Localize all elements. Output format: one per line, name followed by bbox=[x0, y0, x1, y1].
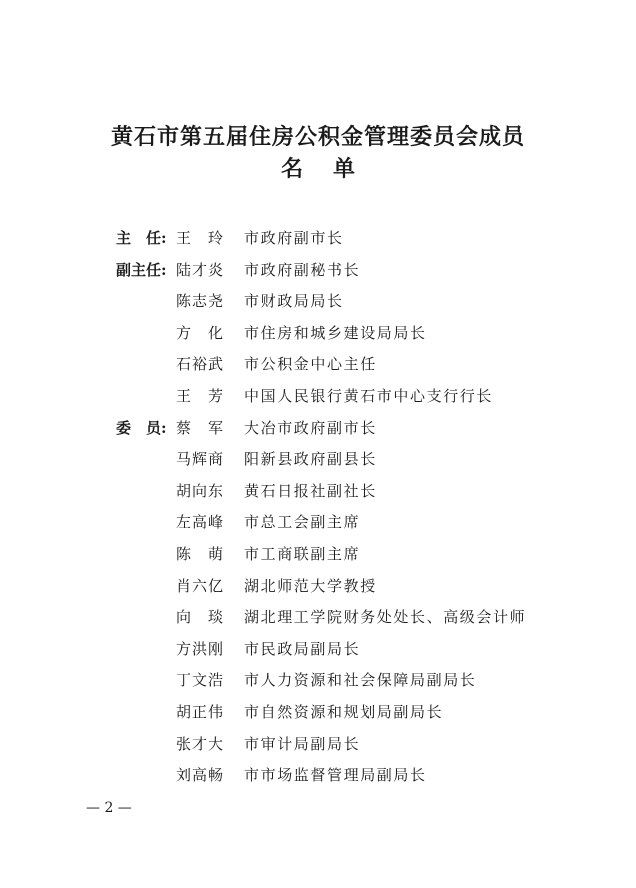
member-row bbox=[0, 540, 636, 568]
member-name: 丁文浩 bbox=[176, 671, 225, 690]
document-subtitle: 名单 bbox=[280, 156, 385, 182]
member-post: 市政府副秘书长 bbox=[244, 260, 361, 279]
member-name: 马辉商 bbox=[176, 450, 225, 469]
member-row bbox=[0, 224, 636, 252]
member-row bbox=[0, 256, 636, 284]
member-post: 市总工会副主席 bbox=[244, 513, 361, 532]
member-post: 市工商联副主席 bbox=[244, 545, 361, 563]
member-post: 市人力资源和社会保障局副局长 bbox=[244, 671, 477, 690]
member-post: 市审计局副局长 bbox=[244, 734, 361, 753]
member-name: 蔡 军 bbox=[176, 418, 225, 437]
member-post: 中国人民银行黄石市中心支行行长 bbox=[244, 387, 494, 405]
member-row bbox=[0, 730, 636, 758]
member-role: 主 任: bbox=[116, 229, 167, 247]
member-name: 石裕武 bbox=[176, 355, 225, 374]
member-row bbox=[0, 508, 636, 536]
member-post: 市民政局副局长 bbox=[244, 639, 361, 658]
member-row bbox=[0, 350, 636, 378]
member-name: 胡向东 bbox=[176, 481, 225, 500]
member-row bbox=[0, 635, 636, 663]
member-row bbox=[0, 414, 636, 442]
member-post: 大冶市政府副市长 bbox=[244, 418, 377, 437]
member-row bbox=[0, 477, 636, 505]
member-post: 市市场监督管理局副局长 bbox=[244, 766, 427, 785]
member-name: 刘高畅 bbox=[176, 766, 225, 785]
member-row bbox=[0, 445, 636, 473]
member-row bbox=[0, 287, 636, 315]
member-row bbox=[0, 666, 636, 694]
member-row bbox=[0, 698, 636, 726]
member-role: 副主任: bbox=[116, 260, 167, 279]
member-row bbox=[0, 603, 636, 631]
member-name: 陈志尧 bbox=[176, 292, 225, 311]
member-post: 湖北理工学院财务处处长、高级会计师 bbox=[244, 608, 527, 627]
member-row bbox=[0, 761, 636, 789]
member-name: 方洪刚 bbox=[176, 639, 225, 658]
member-post: 湖北师范大学教授 bbox=[244, 576, 377, 595]
document-title: 黄石市第五届住房公积金管理委员会成员 bbox=[110, 124, 525, 150]
member-name: 陈 萌 bbox=[176, 545, 225, 563]
member-post: 阳新县政府副县长 bbox=[244, 450, 377, 469]
member-post: 市财政局局长 bbox=[244, 292, 344, 311]
page-number: — 2 — bbox=[86, 800, 132, 816]
member-name: 陆才炎 bbox=[176, 260, 225, 279]
member-name: 胡正伟 bbox=[176, 703, 225, 721]
member-row bbox=[0, 572, 636, 600]
member-row bbox=[0, 319, 636, 347]
member-name: 王 玲 bbox=[176, 229, 225, 247]
member-name: 向 琰 bbox=[176, 608, 225, 627]
member-name: 方 化 bbox=[176, 323, 225, 342]
member-row bbox=[0, 382, 636, 410]
member-post: 市公积金中心主任 bbox=[244, 355, 377, 374]
member-name: 王 芳 bbox=[176, 387, 225, 405]
member-name: 张才大 bbox=[176, 734, 225, 753]
member-name: 肖六亿 bbox=[176, 576, 225, 595]
member-name: 左高峰 bbox=[176, 513, 225, 532]
member-post: 黄石日报社副社长 bbox=[244, 481, 377, 500]
member-post: 市自然资源和规划局副局长 bbox=[244, 703, 444, 721]
member-post: 市住房和城乡建设局局长 bbox=[244, 323, 427, 342]
member-post: 市政府副市长 bbox=[244, 229, 344, 247]
member-role: 委 员: bbox=[116, 418, 167, 437]
